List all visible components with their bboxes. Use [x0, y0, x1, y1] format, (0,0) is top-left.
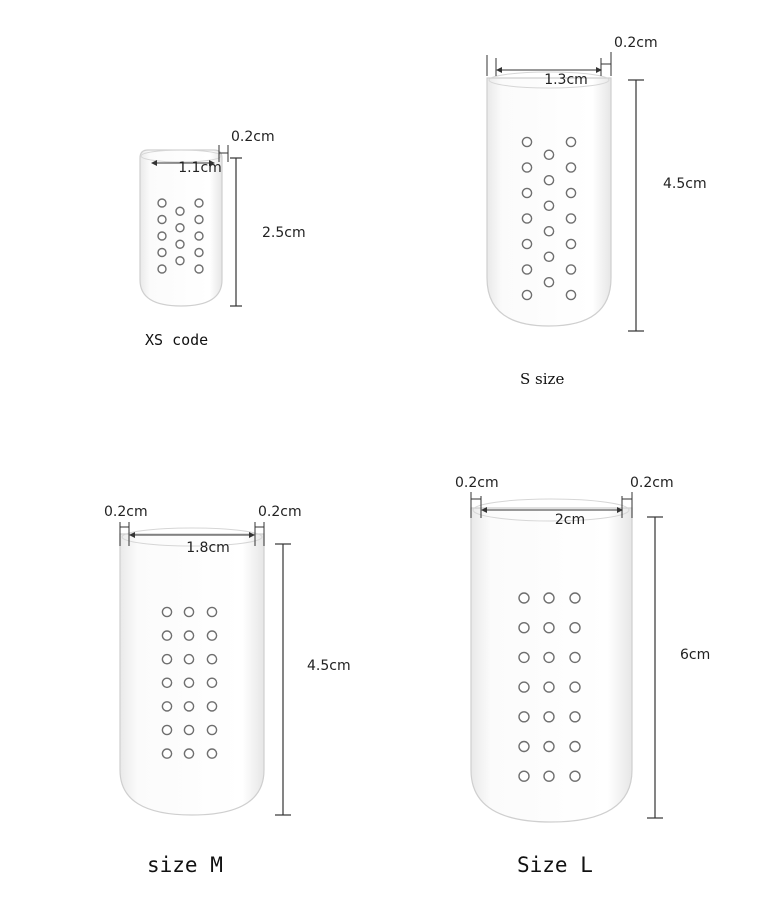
- m-caption: size M: [147, 853, 223, 877]
- vent-hole: [176, 207, 184, 215]
- vent-hole: [522, 214, 531, 223]
- xs-thickness-right-label: 0.2cm: [231, 129, 275, 145]
- vent-hole: [184, 678, 193, 687]
- vent-hole: [544, 593, 554, 603]
- vent-hole: [184, 631, 193, 640]
- vent-hole: [566, 265, 575, 274]
- vent-hole: [570, 593, 580, 603]
- vent-hole: [522, 290, 531, 299]
- vent-hole: [544, 771, 554, 781]
- vent-hole: [207, 631, 216, 640]
- vent-hole: [162, 678, 171, 687]
- vent-hole: [162, 749, 171, 758]
- vent-hole: [195, 216, 203, 224]
- vent-hole: [519, 652, 529, 662]
- vent-hole: [544, 652, 554, 662]
- vent-hole: [544, 623, 554, 633]
- vent-hole: [176, 224, 184, 232]
- l-thickness-left-label: 0.2cm: [455, 475, 499, 491]
- vent-hole: [570, 623, 580, 633]
- l-caption: Size L: [517, 853, 593, 877]
- vent-hole: [176, 257, 184, 265]
- vent-hole: [162, 725, 171, 734]
- vent-hole: [195, 232, 203, 240]
- vent-hole: [207, 725, 216, 734]
- vent-hole: [207, 607, 216, 616]
- vent-hole: [544, 278, 553, 287]
- vent-hole: [158, 199, 166, 207]
- vent-hole: [570, 682, 580, 692]
- vent-hole: [195, 199, 203, 207]
- s-thickness-right-label: 0.2cm: [614, 35, 658, 51]
- vent-hole: [184, 749, 193, 758]
- vent-hole: [158, 249, 166, 257]
- l-height-label: 6cm: [680, 647, 711, 663]
- vent-hole: [207, 655, 216, 664]
- vent-hole: [522, 265, 531, 274]
- s-height-label: 4.5cm: [663, 176, 707, 192]
- vent-hole: [566, 188, 575, 197]
- vent-hole: [162, 702, 171, 711]
- vent-hole: [519, 742, 529, 752]
- l-thickness-right-label: 0.2cm: [630, 475, 674, 491]
- vent-hole: [162, 631, 171, 640]
- product-xs: [140, 129, 306, 349]
- vent-hole: [184, 607, 193, 616]
- m-thickness-left-label: 0.2cm: [104, 504, 148, 520]
- vent-hole: [522, 137, 531, 146]
- vent-hole: [544, 712, 554, 722]
- l-width-label: 2cm: [554, 512, 586, 528]
- vent-hole: [158, 216, 166, 224]
- vent-hole: [570, 712, 580, 722]
- vent-hole: [544, 742, 554, 752]
- s-caption: S size: [520, 370, 565, 388]
- vent-hole: [570, 742, 580, 752]
- vent-hole: [519, 771, 529, 781]
- product-m: [104, 504, 351, 877]
- vent-hole: [544, 201, 553, 210]
- vent-hole: [566, 163, 575, 172]
- vent-hole: [522, 163, 531, 172]
- s-width-label: 1.3cm: [544, 72, 588, 88]
- vent-hole: [519, 623, 529, 633]
- vent-hole: [519, 593, 529, 603]
- vent-hole: [544, 252, 553, 261]
- vent-hole: [566, 290, 575, 299]
- m-thickness-right-label: 0.2cm: [258, 504, 302, 520]
- vent-hole: [184, 655, 193, 664]
- vent-hole: [195, 249, 203, 257]
- vent-hole: [566, 214, 575, 223]
- xs-width-label: 1.1cm: [178, 160, 222, 176]
- product-l: [455, 475, 710, 877]
- vent-hole: [519, 712, 529, 722]
- vent-hole: [544, 227, 553, 236]
- vent-hole: [544, 150, 553, 159]
- vent-hole: [162, 607, 171, 616]
- vent-hole: [544, 176, 553, 185]
- vent-hole: [207, 749, 216, 758]
- vent-hole: [566, 137, 575, 146]
- vent-hole: [176, 240, 184, 248]
- xs-height-label: 2.5cm: [262, 225, 306, 241]
- product-s: [487, 35, 707, 388]
- vent-hole: [158, 265, 166, 273]
- vent-hole: [544, 682, 554, 692]
- xs-caption: XS code: [145, 331, 209, 349]
- vent-hole: [207, 678, 216, 687]
- vent-hole: [522, 188, 531, 197]
- vent-hole: [207, 702, 216, 711]
- m-width-label: 1.8cm: [186, 540, 230, 556]
- vent-hole: [522, 239, 531, 248]
- vent-hole: [195, 265, 203, 273]
- vent-hole: [570, 771, 580, 781]
- m-height-label: 4.5cm: [307, 658, 351, 674]
- vent-hole: [184, 702, 193, 711]
- m-sheath: [120, 534, 264, 815]
- vent-hole: [570, 652, 580, 662]
- vent-hole: [519, 682, 529, 692]
- vent-hole: [158, 232, 166, 240]
- vent-hole: [162, 655, 171, 664]
- vent-hole: [184, 725, 193, 734]
- vent-hole: [566, 239, 575, 248]
